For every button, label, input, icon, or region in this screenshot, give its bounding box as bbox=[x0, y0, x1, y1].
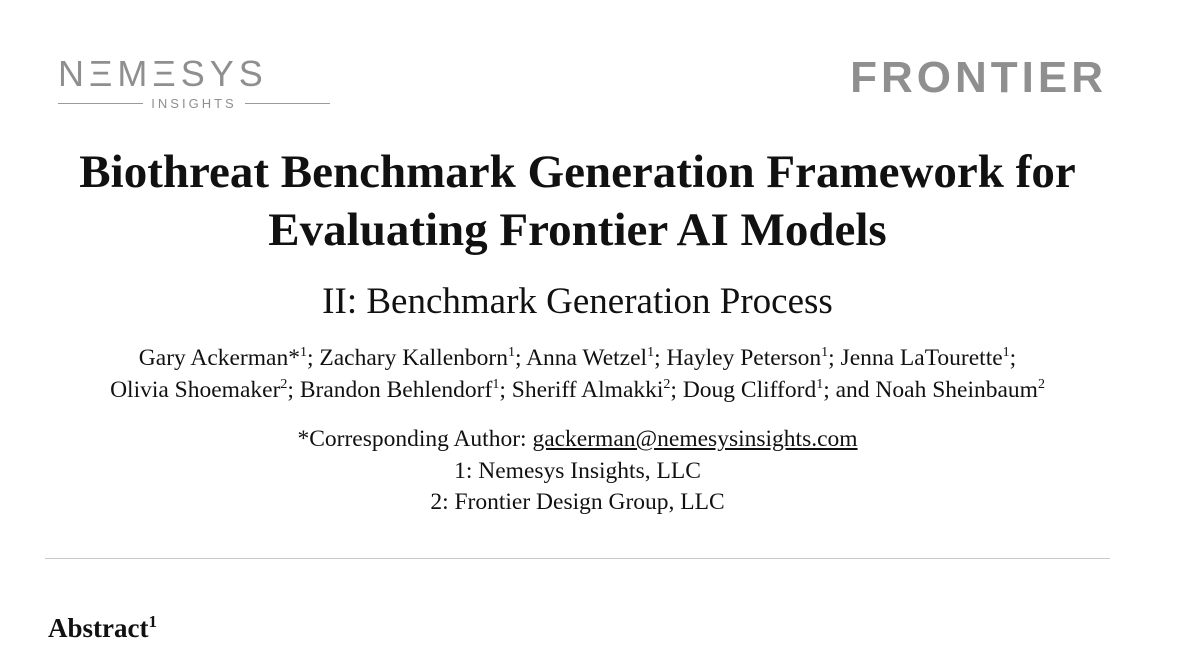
title-line-2: Evaluating Frontier AI Models bbox=[268, 204, 887, 256]
author-name: Gary Ackerman* bbox=[138, 345, 300, 371]
affiliation-mark: 1 bbox=[1002, 345, 1010, 361]
author-name: Doug Clifford bbox=[682, 377, 817, 403]
frontier-logo: FRONTIER bbox=[850, 53, 1107, 102]
author-name: Jenna LaTourette bbox=[840, 345, 1003, 371]
affiliation-mark: 2 bbox=[280, 377, 288, 393]
affiliation-1: 1: Nemesys Insights, LLC bbox=[454, 457, 701, 484]
abstract-heading bbox=[48, 605, 157, 645]
nemesys-subtitle: INSIGHTS bbox=[151, 96, 237, 111]
author-name: Sheriff Almakki bbox=[511, 377, 664, 403]
logo-rule-right bbox=[245, 103, 330, 104]
affiliation-mark: 1 bbox=[647, 345, 655, 361]
nemesys-subtitle-row bbox=[58, 96, 330, 111]
author-line-1: Gary Ackerman*$^1$; Zachary Kallenborn$^1$; Anna Wetzel$^1$; Hayley Peterson$^1$; Jenna LaTourette$^1$; bbox=[138, 345, 1017, 371]
corresponding-email-link[interactable]: gackerman@nemesysinsights.com bbox=[532, 426, 858, 452]
footnote-mark: 1 bbox=[148, 612, 157, 631]
paper-subtitle: II: Benchmark Generation Process bbox=[322, 281, 833, 322]
author-name: and Noah Sheinbaum bbox=[835, 377, 1038, 403]
affiliation-mark: 1 bbox=[507, 345, 515, 361]
affiliation-mark: 2 bbox=[1037, 377, 1045, 393]
author-name: Zachary Kallenborn bbox=[319, 345, 508, 371]
affiliation-mark: 1 bbox=[816, 377, 824, 393]
author-name: Anna Wetzel bbox=[526, 345, 648, 371]
author-name: Hayley Peterson bbox=[666, 345, 822, 371]
author-list bbox=[0, 342, 1155, 406]
section-divider bbox=[45, 558, 1110, 559]
correspondence-block bbox=[0, 424, 1155, 519]
title-line-1: Biothreat Benchmark Generation Framework for bbox=[79, 146, 1076, 198]
corresponding-label: *Corresponding Author: bbox=[297, 426, 533, 452]
affiliation-mark: 1 bbox=[821, 345, 829, 361]
author-name: Brandon Behlendorf bbox=[299, 377, 493, 403]
affiliation-mark: 1 bbox=[299, 345, 307, 361]
author-name: Olivia Shoemaker bbox=[110, 377, 281, 403]
nemesys-insights-logo bbox=[58, 53, 330, 111]
affiliation-mark: 1 bbox=[492, 377, 500, 393]
affiliation-mark: 2 bbox=[663, 377, 671, 393]
corresponding-author bbox=[0, 424, 1155, 456]
author-line-2: Olivia Shoemaker$^2$; Brandon Behlendorf$^1$; Sheriff Almakki$^2$; Doug Clifford$^1$; and Noah Sheinbaum$^2$ bbox=[110, 377, 1045, 403]
paper-title bbox=[0, 143, 1155, 259]
logo-rule-left bbox=[58, 103, 143, 104]
abstract-heading-text: Abstract bbox=[48, 613, 149, 643]
affiliation-2: 2: Frontier Design Group, LLC bbox=[430, 489, 725, 515]
nemesys-wordmark: NΞMΞSYS bbox=[58, 53, 268, 94]
